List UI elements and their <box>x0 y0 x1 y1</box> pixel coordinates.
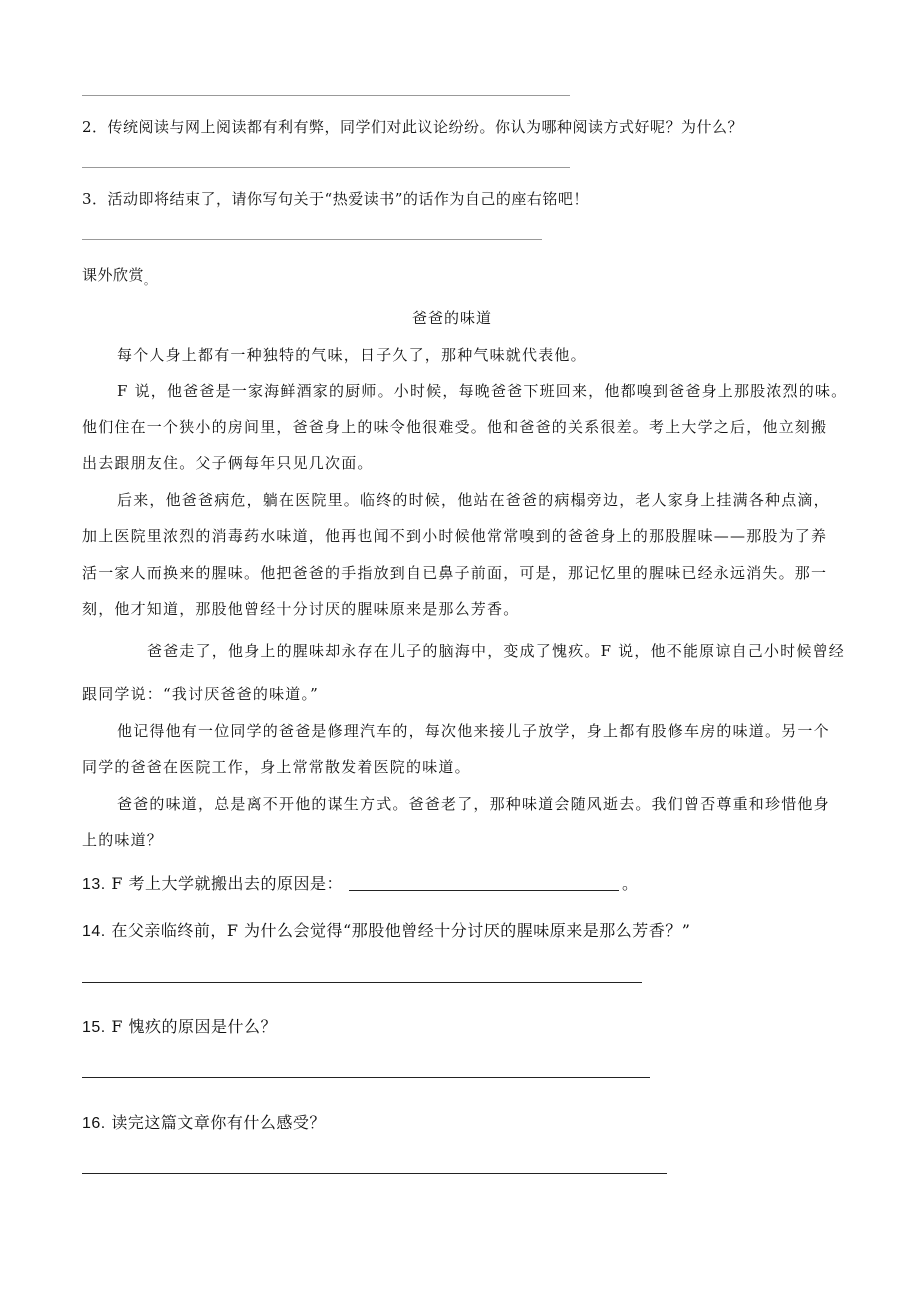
answer-line[interactable] <box>82 1173 667 1174</box>
answer-line[interactable] <box>82 982 642 983</box>
question-text: 在父亲临终前，F 为什么会觉得“那股他曾经十分讨厌的腥味原来是那么芳香？” <box>111 921 691 940</box>
question-3: 3．活动即将结束了，请你写句关于“热爱读书”的话作为自己的座右铭吧！ <box>82 190 589 208</box>
article-line: 跟同学说：“我讨厌爸爸的味道。” <box>82 685 320 703</box>
section-heading-punct: 。 <box>144 274 156 287</box>
answer-line[interactable] <box>82 167 570 168</box>
question-number: 16. <box>82 1115 106 1132</box>
article-line: 同学的爸爸在医院工作，身上常常散发着医院的味道。 <box>82 758 471 776</box>
article-line: 加上医院里浓烈的消毒药水味道，他再也闻不到小时候他常常嗅到的爸爸身上的那股腥味——那股为了养 <box>82 527 828 545</box>
section-heading-text: 课外欣赏 <box>82 266 145 284</box>
answer-line[interactable] <box>82 1077 650 1078</box>
article-line: F 说，他爸爸是一家海鲜酒家的厨师。小时候，每晚爸爸下班回来，他都嗅到爸爸身上那股浓烈的味。 <box>117 382 848 400</box>
article-line: 他记得他有一位同学的爸爸是修理汽车的，每次他来接儿子放学，身上都有股修车房的味道。另一个 <box>117 722 830 740</box>
section-heading <box>82 264 156 285</box>
question-14 <box>82 918 690 941</box>
question-text: F 考上大学就搬出去的原因是： <box>111 874 344 893</box>
question-text: 读完这篇文章你有什么感受？ <box>111 1113 326 1132</box>
question-number: 14. <box>82 923 106 940</box>
answer-line[interactable] <box>82 95 570 96</box>
article-line: 上的味道？ <box>82 831 164 849</box>
article-line: 他们住在一个狭小的房间里，爸爸身上的味令他很难受。他和爸爸的关系很差。考上大学之后，他立刻搬 <box>82 418 828 436</box>
article-line: 活一家人而换来的腥味。他把爸爸的手指放到自已鼻子前面，可是，那记忆里的腥味已经永远消失。那一 <box>82 564 828 582</box>
article-line: 刻，他才知道，那股他曾经十分讨厌的腥味原来是那么芳香。 <box>82 600 520 618</box>
question-number: 13. <box>82 876 106 893</box>
question-15 <box>82 1014 277 1037</box>
article-line: 后来，他爸爸病危，躺在医院里。临终的时候，他站在爸爸的病榻旁边，老人家身上挂满各种点滴， <box>117 491 830 509</box>
article-title: 爸爸的味道 <box>412 309 493 327</box>
question-2: 2．传统阅读与网上阅读都有利有弊，同学们对此议论纷纷。你认为哪种阅读方式好呢？为什么？ <box>82 118 744 136</box>
question-suffix: 。 <box>622 874 639 893</box>
article-line: 每个人身上都有一种独特的气味，日子久了，那种气味就代表他。 <box>117 346 587 364</box>
answer-blank[interactable] <box>349 876 619 891</box>
answer-line[interactable] <box>82 239 542 240</box>
article-line: 出去跟朋友住。父子俩每年只见几次面。 <box>82 454 374 472</box>
article-line: 爸爸走了，他身上的腥味却永存在儿子的脑海中，变成了愧疚。F 说，他不能原谅自己小时候曾经 <box>147 642 845 660</box>
article-line: 爸爸的味道，总是离不开他的谋生方式。爸爸老了，那种味道会随风逝去。我们曾否尊重和珍惜他身 <box>117 795 830 813</box>
question-number: 15. <box>82 1019 106 1036</box>
question-text: F 愧疚的原因是什么？ <box>111 1017 278 1036</box>
question-16 <box>82 1110 326 1133</box>
question-13 <box>82 871 639 894</box>
